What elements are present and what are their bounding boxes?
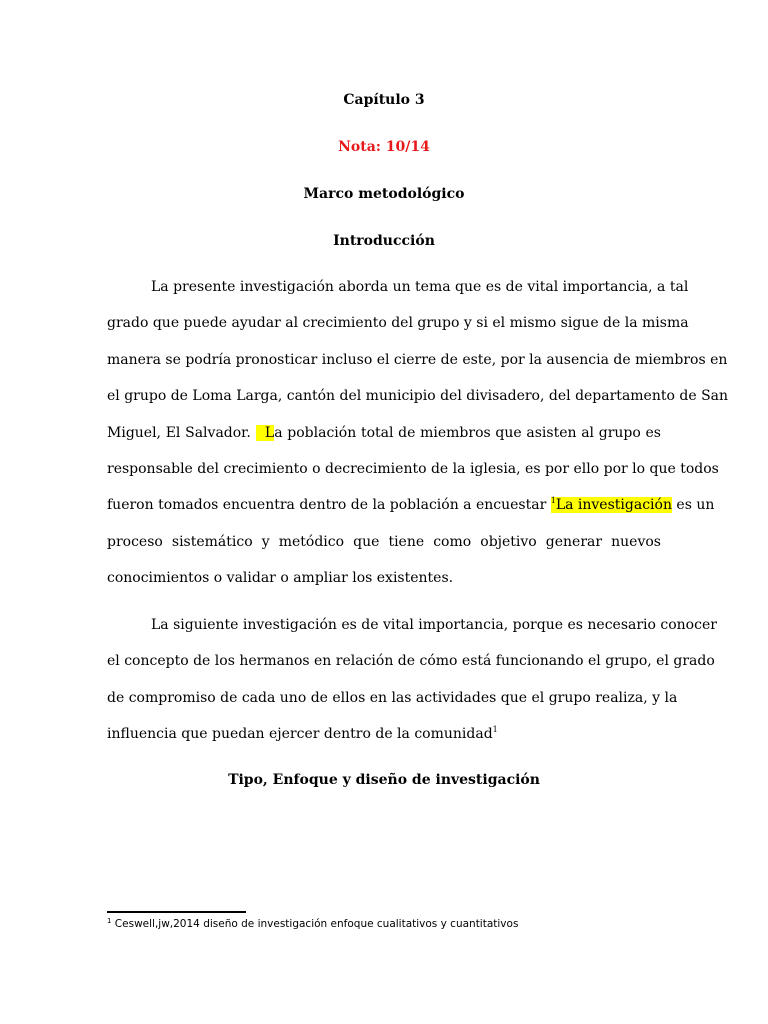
footnote-marker: 1 <box>492 725 498 735</box>
intro-title: Introducción <box>333 233 435 249</box>
paragraph-line: el concepto de los hermanos en relación de cómo está funcionando el grupo, el grado <box>107 653 715 670</box>
footnote <box>107 917 661 931</box>
paragraph-line <box>107 716 661 752</box>
footnote-marker: 1 <box>550 496 556 506</box>
paragraph-line: de compromiso de cada uno de ellos en las actividades que el grupo realiza, y la <box>107 689 678 706</box>
line-text: es un <box>671 497 715 514</box>
intro-paragraph-1 <box>107 269 729 597</box>
highlighted-text: L <box>255 424 275 441</box>
footnote-separator <box>107 911 246 913</box>
subheading: Tipo, Enfoque y diseño de investigación <box>228 772 540 788</box>
footnote-text: Ceswell,jw,2014 diseño de investigación enfoque cualitativos y cuantitativos <box>111 918 519 930</box>
paragraph-line: La presente investigación aborda un tema que es de vital importancia, a tal <box>151 279 689 295</box>
paragraph-line <box>107 487 715 523</box>
line-text: fueron tomados encuentra dentro de la población a encuestar <box>107 497 551 514</box>
paragraph-line: responsable del crecimiento o decrecimiento de la iglesia, es por ello por lo que todos <box>107 460 719 477</box>
paragraph-line: proceso sistemático y metódico que tiene como objetivo generar nuevos <box>107 533 661 550</box>
paragraph-line: conocimientos o validar o ampliar los existentes. <box>107 570 454 587</box>
paragraph-line: La siguiente investigación es de vital importancia, porque es necesario conocer <box>151 617 717 633</box>
paragraph-line <box>107 415 661 451</box>
paragraph-line: grado que puede ayudar al crecimiento del grupo y si el mismo sigue de la misma <box>107 315 689 332</box>
footnote-marker: 1 <box>107 917 112 925</box>
grade-note: Nota: 10/14 <box>338 139 430 155</box>
paragraph-line: manera se podría pronosticar incluso el cierre de este, por la ausencia de miembros en <box>107 351 728 368</box>
intro-paragraph-2 <box>107 607 717 753</box>
paragraph-line: el grupo de Loma Larga, cantón del municipio del divisadero, del departamento de San <box>107 388 729 405</box>
highlighted-text: La investigación <box>555 497 672 514</box>
line-text: a población total de miembros que asisten al grupo es <box>274 424 661 441</box>
line-text: Miguel, El Salvador. <box>107 424 251 441</box>
section-title: Marco metodológico <box>303 186 465 202</box>
chapter-title: Capítulo 3 <box>343 92 425 108</box>
line-text: influencia que puedan ejercer dentro de la comunidad <box>107 726 493 743</box>
highlighted-citation <box>551 497 672 513</box>
